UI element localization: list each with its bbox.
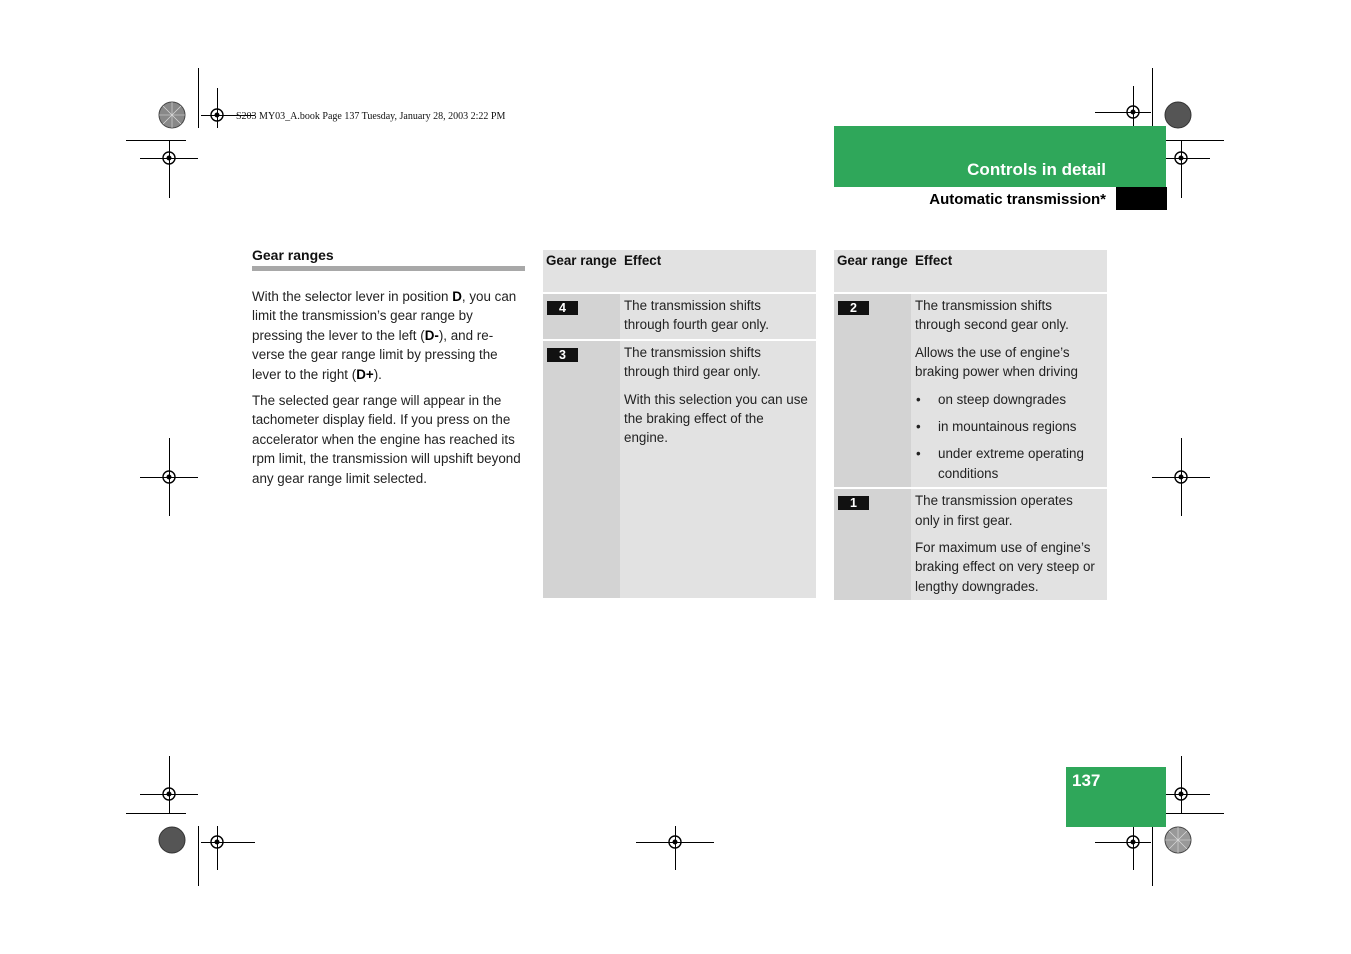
- gear-ranges-heading: Gear ranges: [252, 247, 334, 263]
- list-item: • in mountainous regions: [915, 417, 1101, 436]
- table-row: [543, 340, 816, 598]
- gear-2-bullets: [915, 390, 1101, 484]
- print-info: S203 MY03_A.book Page 137 Tuesday, January 28, 2003 2:22 PM: [236, 111, 506, 122]
- col-gear-range: Gear range: [834, 250, 911, 293]
- gear-badge-1: 1: [838, 496, 869, 510]
- col-effect: Effect: [620, 250, 816, 293]
- table-header-row: [834, 250, 1107, 293]
- gear-4-effect: The transmission shifts through fourth gear only.: [624, 298, 769, 333]
- table-row: [543, 293, 816, 340]
- section-title: Controls in detail: [967, 160, 1106, 179]
- gear-badge-4: 4: [547, 301, 578, 315]
- subsection-title: Automatic transmission*: [929, 191, 1106, 208]
- gear-ranges-intro: [252, 246, 525, 488]
- section-header-band: [834, 126, 1166, 187]
- gear-1-effect: The transmission operates only in first gear.: [915, 493, 1073, 528]
- page-number-box: [1066, 767, 1166, 827]
- list-item: • on steep downgrades: [915, 390, 1101, 409]
- gear-badge-3: 3: [547, 348, 578, 362]
- gear-table-2: [834, 250, 1107, 600]
- gear-table-1: [543, 250, 816, 598]
- gear-2-note: Allows the use of engine’s braking power when driving: [915, 344, 1079, 380]
- col-effect: Effect: [911, 250, 1107, 293]
- display-paragraph: The selected gear range will appear in the tachometer display field. If you press on the accelerator when the engine has reached its rpm limit, the transmission will upshift beyond any gear range limit selected.: [252, 393, 521, 486]
- page-number: 137: [1072, 771, 1101, 790]
- table-row: [834, 293, 1107, 488]
- gear-badge-2: 2: [838, 301, 869, 315]
- list-item: • under extreme operating conditions: [915, 444, 1101, 483]
- section-tab-marker: [1116, 187, 1167, 210]
- intro-paragraph: With the selector lever in position D, you can limit the transmission’s gear range by pressing the lever to the left (D-), and re-verse the gear range limit by pressing the lever to the right (D+).: [252, 289, 517, 382]
- col-gear-range: Gear range: [543, 250, 620, 293]
- heading-rule: [252, 266, 525, 271]
- gear-1-note: For maximum use of engine’s braking effect on very steep or lengthy downgrades.: [915, 540, 1095, 594]
- gear-2-effect: The transmission shifts through second gear only.: [915, 298, 1069, 333]
- gear-3-note: With this selection you can use the braking effect of the engine.: [624, 391, 808, 446]
- table-header-row: [543, 250, 816, 293]
- gear-3-effect: The transmission shifts through third gear only.: [624, 344, 761, 380]
- table-row: [834, 488, 1107, 600]
